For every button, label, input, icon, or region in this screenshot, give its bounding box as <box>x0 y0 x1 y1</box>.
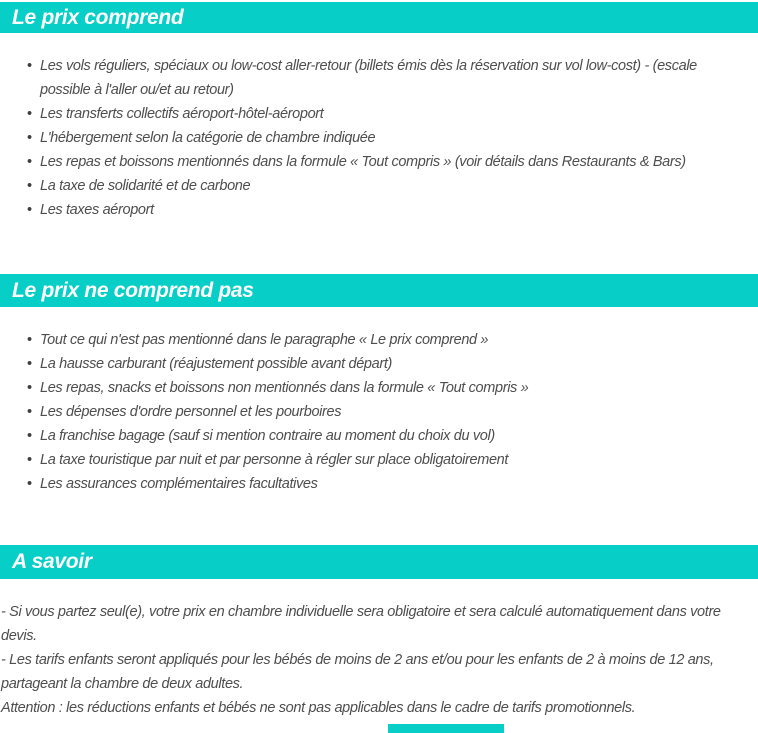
list-item: • La hausse carburant (réajustement possible avant départ) <box>40 352 732 376</box>
list-item: • Les repas, snacks et boissons non mentionnés dans la formule « Tout compris » <box>40 376 732 400</box>
list-item: • Les transferts collectifs aéroport-hôtel-aéroport <box>40 102 732 126</box>
next-section-bar-partial <box>388 724 504 733</box>
note-paragraph: Attention : les réductions enfants et bébés ne sont pas applicables dans le cadre de tarifs promotionnels. <box>1 700 636 716</box>
list-item: • Les assurances complémentaires facultatives <box>40 472 732 496</box>
good-to-know-paragraphs <box>0 600 758 720</box>
list-item: • Les dépenses d'ordre personnel et les pourboires <box>40 400 732 424</box>
list-item: • Tout ce qui n'est pas mentionné dans le paragraphe « Le prix comprend » <box>40 328 732 352</box>
note-paragraph: - Les tarifs enfants seront appliqués pour les bébés de moins de 2 ans et/ou pour les enfants de 2 à moins de 12 ans, partageant la chambre de deux adultes. <box>1 652 714 692</box>
section-header-price-excludes <box>0 274 758 307</box>
list-item: • L'hébergement selon la catégorie de chambre indiquée <box>40 126 732 150</box>
section-title-good-to-know: A savoir <box>12 550 92 573</box>
list-item: • La franchise bagage (sauf si mention contraire au moment du choix du vol) <box>40 424 732 448</box>
price-excludes-list <box>0 307 758 496</box>
list-item: • Les taxes aéroport <box>40 198 732 222</box>
list-item: • Les vols réguliers, spéciaux ou low-cost aller-retour (billets émis dès la réservation sur vol low-cost) - (escale possible à l'aller ou/et au retour) <box>40 54 732 102</box>
price-info-page <box>0 2 758 720</box>
list-item: • La taxe de solidarité et de carbone <box>40 174 732 198</box>
note-paragraph: - Si vous partez seul(e), votre prix en chambre individuelle sera obligatoire et sera calculé automatiquement dans votre devis. <box>1 604 721 644</box>
price-includes-list <box>0 33 758 222</box>
list-item: • La taxe touristique par nuit et par personne à régler sur place obligatoirement <box>40 448 732 472</box>
list-item: • Les repas et boissons mentionnés dans la formule « Tout compris » (voir détails dans Restaurants & Bars) <box>40 150 732 174</box>
section-title-price-includes: Le prix comprend <box>12 5 184 29</box>
section-header-price-includes <box>0 2 758 33</box>
section-title-price-excludes: Le prix ne comprend pas <box>12 278 254 302</box>
section-header-good-to-know <box>0 545 758 579</box>
